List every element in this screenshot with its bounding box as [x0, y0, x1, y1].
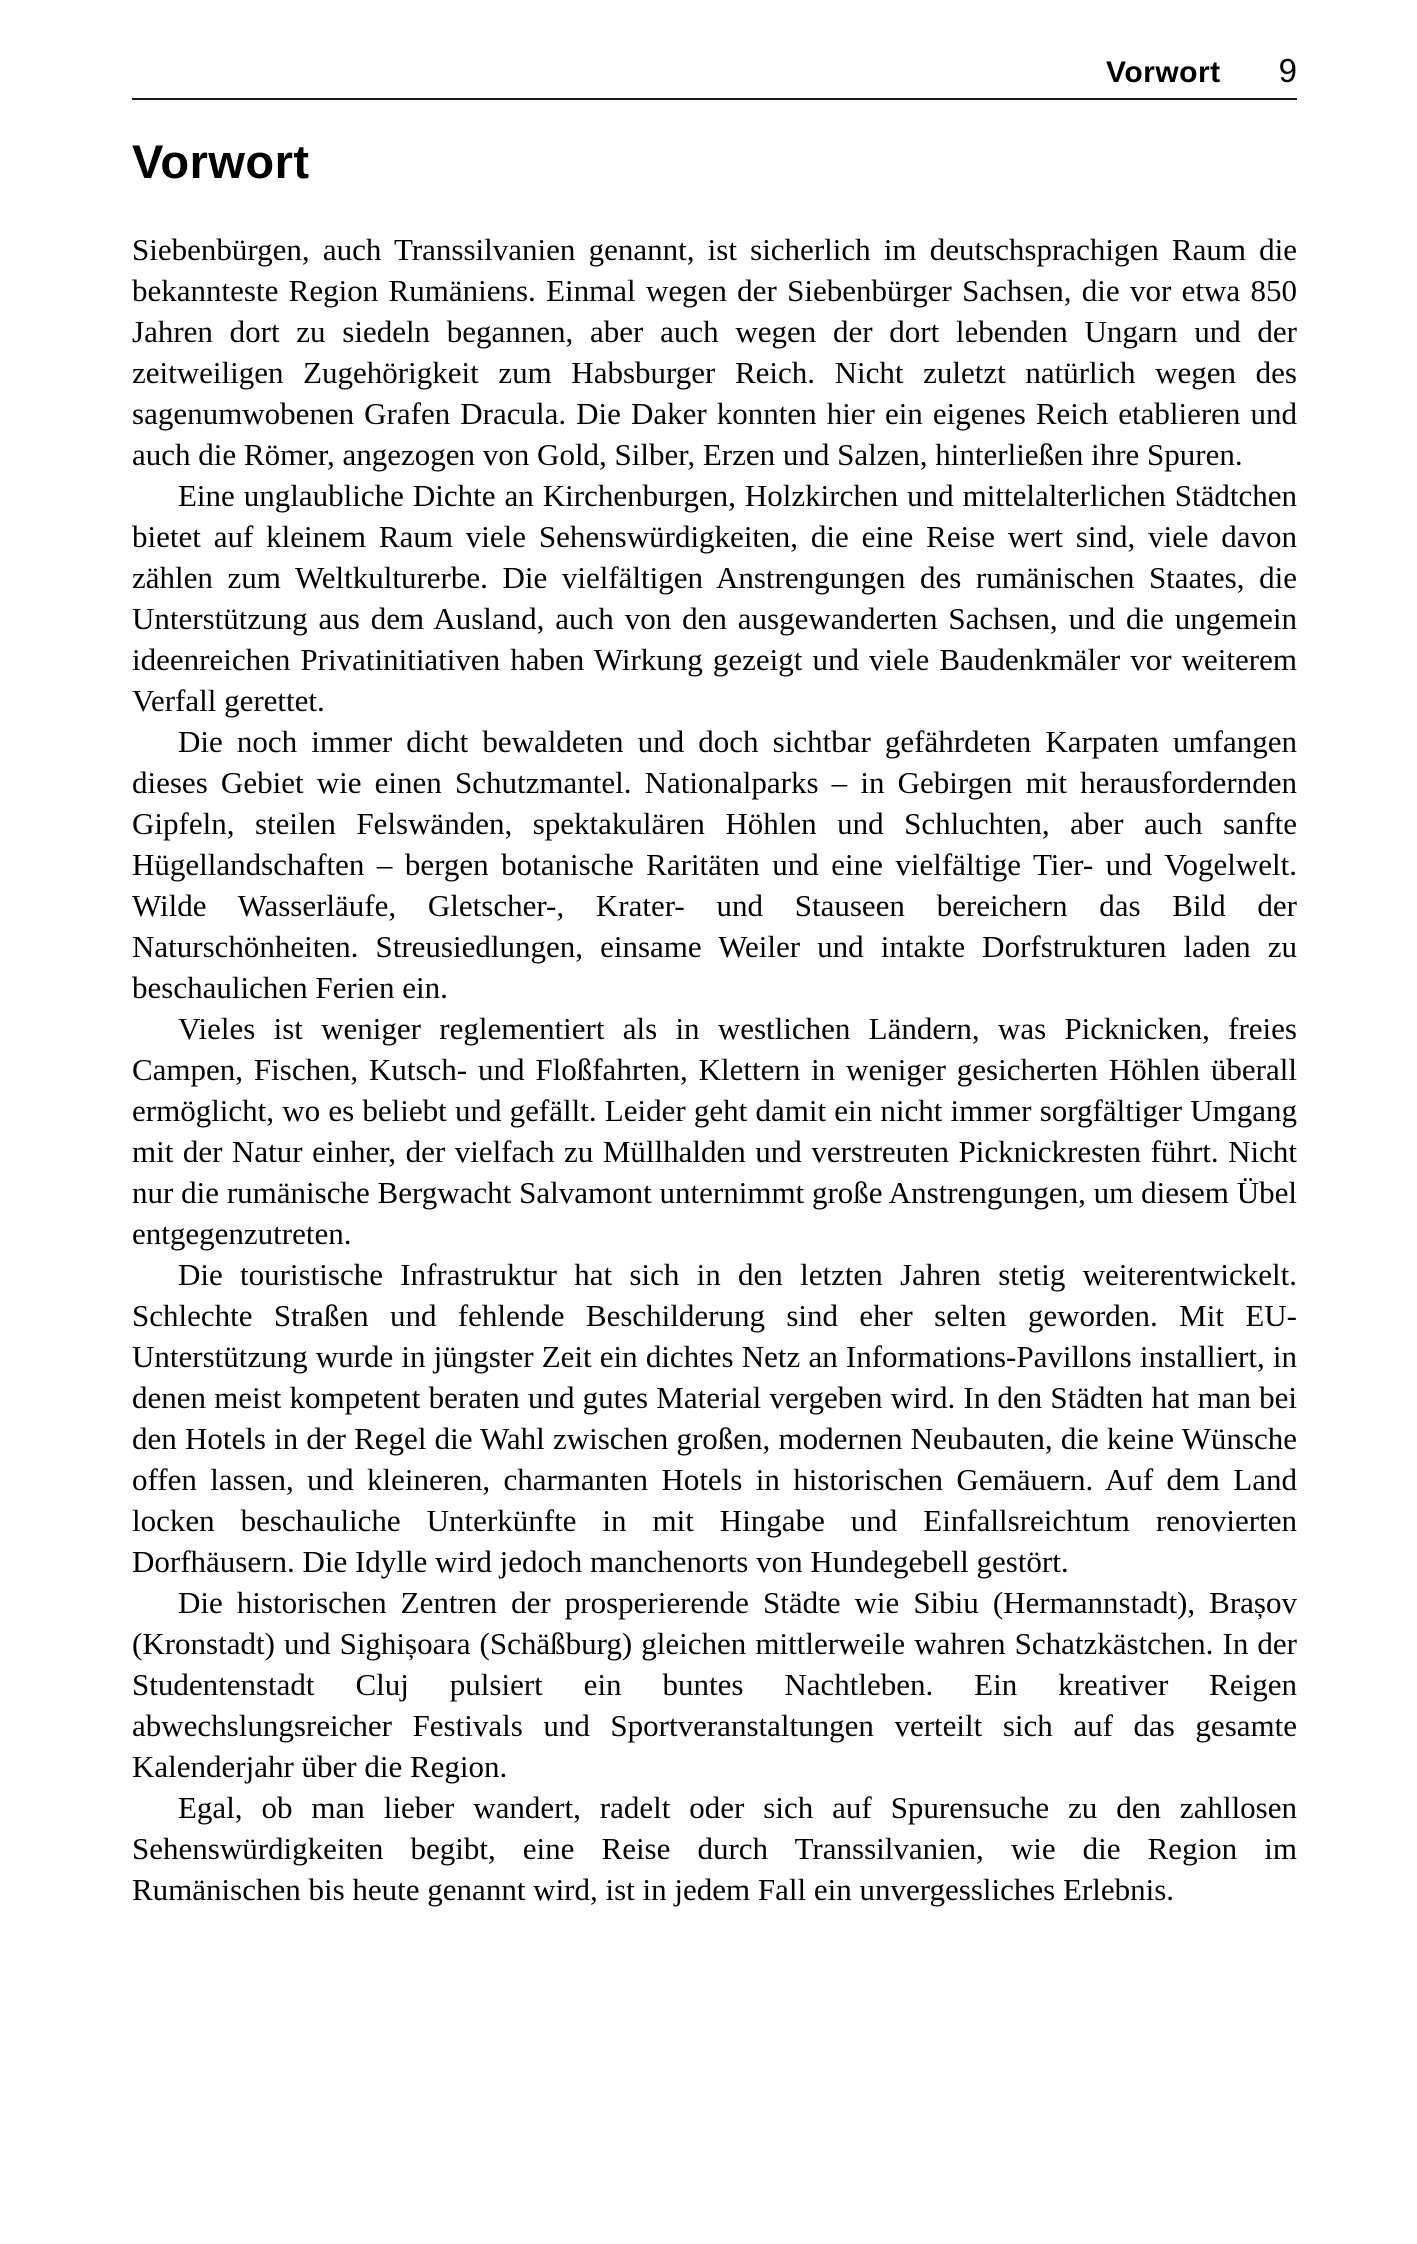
page-number: 9: [1278, 52, 1297, 89]
paragraph-7: Egal, ob man lieber wandert, radelt oder sich auf Spurensuche zu den zahllosen Sehenswürdigkeiten begibt, eine Reise durch Transsilvanien, wie die Region im Rumänischen bis heute genannt wird, ist in jedem Fall ein unvergessliches Erlebnis.: [132, 1790, 1297, 1907]
body-text: [132, 229, 1297, 1910]
paragraph-3: Die noch immer dicht bewaldeten und doch sichtbar gefährdeten Karpaten umfangen dieses Gebiet wie einen Schutzmantel. Nationalparks – in Gebirgen mit herausfordernden Gipfeln, steilen Felswänden, spektakulären Höhlen und Schluchten, aber auch sanfte Hügellandschaften – bergen botanische Raritäten und eine vielfältige Tier- und Vogelwelt. Wilde Wasserläufe, Gletscher-, Krater- und Stauseen bereichern das Bild der Naturschönheiten. Streusiedlungen, einsame Weiler und intakte Dorfstrukturen laden zu beschaulichen Ferien ein.: [132, 724, 1297, 1005]
paragraph-6: Die historischen Zentren der prosperierende Städte wie Sibiu (Hermannstadt), Brașov (Kronstadt) und Sighișoara (Schäßburg) gleichen mittlerweile wahren Schatzkästchen. In der Studentenstadt Cluj pulsiert ein buntes Nachtleben. Ein kreativer Reigen abwechslungsreicher Festivals und Sportveranstaltungen verteilt sich auf das gesamte Kalenderjahr über die Region.: [132, 1585, 1297, 1784]
header-rule: [132, 98, 1297, 100]
running-header: [132, 52, 1297, 98]
paragraph-1: Siebenbürgen, auch Transsilvanien genannt, ist sicherlich im deutschsprachigen Raum die bekannteste Region Rumäniens. Einmal wegen der Siebenbürger Sachsen, die vor etwa 850 Jahren dort zu siedeln begannen, aber auch wegen der dort lebenden Ungarn und der zeitweiligen Zugehörigkeit zum Habsburger Reich. Nicht zuletzt natürlich wegen des sagenumwobenen Grafen Dracula. Die Daker konnten hier ein eigenes Reich etablieren und auch die Römer, angezogen von Gold, Silber, Erzen und Salzen, hinterließen ihre Spuren.: [132, 232, 1297, 472]
running-header-title: Vorwort: [1106, 56, 1221, 89]
paragraph-5: Die touristische Infrastruktur hat sich in den letzten Jahren stetig weiterentwickelt. Schlechte Straßen und fehlende Beschilderung sind eher selten geworden. Mit EU-Unterstützung wurde in jüngster Zeit ein dichtes Netz an Informations-Pavillons installiert, in denen meist kompetent beraten und gutes Material vergeben wird. In den Städten hat man bei den Hotels in der Regel die Wahl zwischen großen, modernen Neubauten, die keine Wünsche offen lassen, und kleineren, charmanten Hotels in historischen Gemäuern. Auf dem Land locken beschauliche Unterkünfte in mit Hingabe und Einfallsreichtum renovierten Dorfhäusern. Die Idylle wird jedoch manchenorts von Hundegebell gestört.: [132, 1257, 1297, 1579]
chapter-title: Vorwort: [132, 135, 310, 188]
paragraph-4: Vieles ist weniger reglementiert als in westlichen Ländern, was Picknicken, freies Campen, Fischen, Kutsch- und Floßfahrten, Klettern in weniger gesicherten Höhlen überall ermöglicht, wo es beliebt und gefällt. Leider geht damit ein nicht immer sorgfältiger Umgang mit der Natur einher, der vielfach zu Müllhalden und verstreuten Picknickresten führt. Nicht nur die rumänische Bergwacht Salvamont unternimmt große Anstrengungen, um diesem Übel entgegenzutreten.: [132, 1011, 1297, 1251]
paragraph-2: Eine unglaubliche Dichte an Kirchenburgen, Holzkirchen und mittelalterlichen Städtchen bietet auf kleinem Raum viele Sehenswürdigkeiten, die eine Reise wert sind, viele davon zählen zum Weltkulturerbe. Die vielfältigen Anstrengungen des rumänischen Staates, die Unterstützung aus dem Ausland, auch von den ausgewanderten Sachsen, und die ungemein ideenreichen Privatinitiativen haben Wirkung gezeigt und viele Baudenkmäler vor weiterem Verfall gerettet.: [132, 478, 1297, 718]
